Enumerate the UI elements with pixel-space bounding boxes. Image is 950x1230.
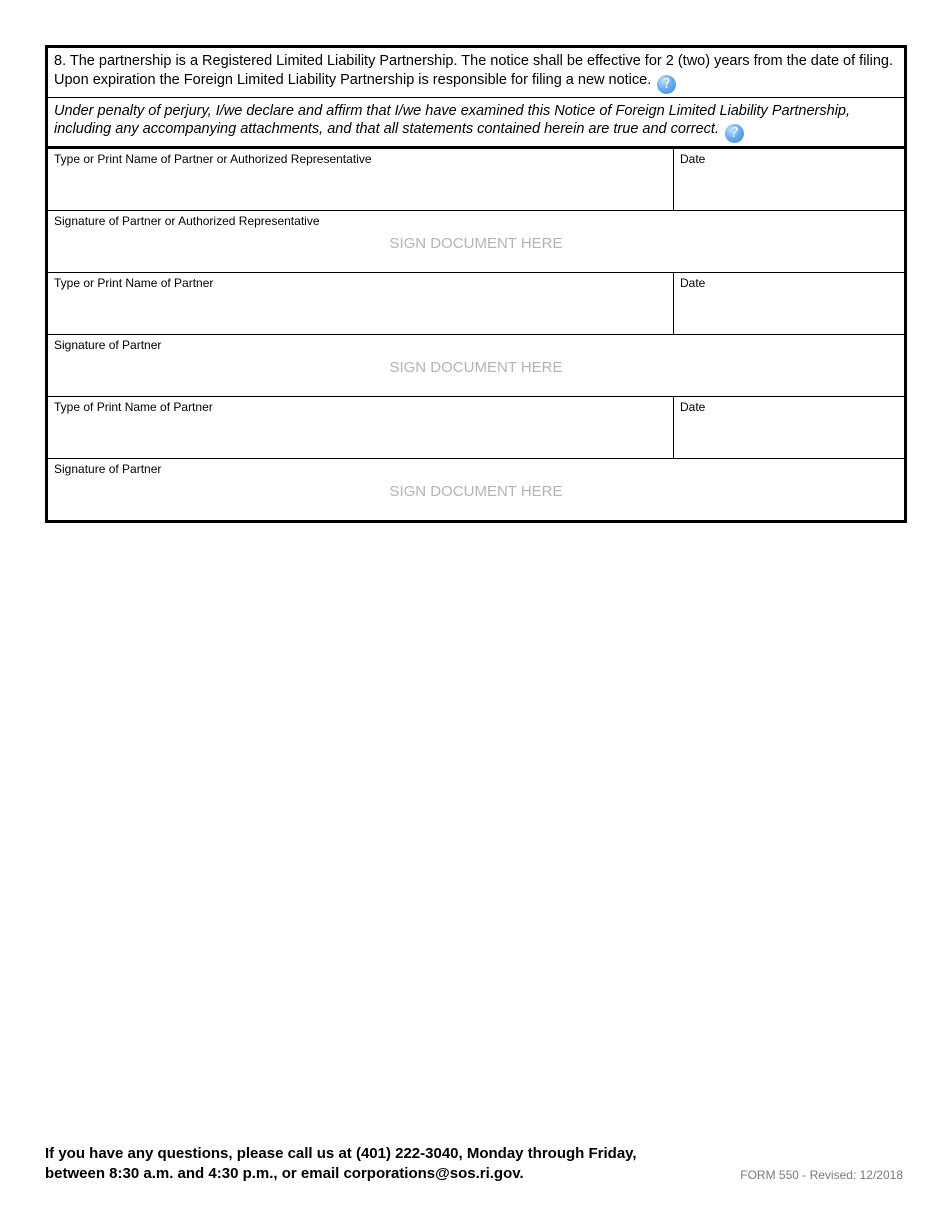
signer-3-signature-row: [48, 458, 904, 520]
signer-1-signature-label: Signature of Partner or Authorized Representative: [54, 214, 320, 228]
signer-2-date-field[interactable]: [674, 273, 904, 334]
signer-1-name-field[interactable]: [48, 149, 674, 210]
signer-2-date-label: Date: [680, 276, 706, 290]
signer-3-name-field[interactable]: [48, 397, 674, 458]
perjury-declaration: [48, 97, 904, 149]
signer-1-signature-row: [48, 210, 904, 272]
help-icon[interactable]: ?: [657, 75, 676, 94]
contact-line-1: If you have any questions, please call us at (401) 222-3040, Monday through Friday,: [45, 1145, 637, 1162]
declaration-text: Under penalty of perjury, I/we declare and affirm that I/we have examined this Notice of Foreign Limited Liability Partnership, including any accompanying attachments, and that all statements contained herein are true and correct.: [54, 102, 851, 137]
signer-2-name-label: Type or Print Name of Partner: [54, 276, 214, 290]
signer-3-date-label: Date: [680, 400, 706, 414]
signer-1-name-date-row: [48, 148, 904, 210]
signer-1-sign-here-button[interactable]: SIGN DOCUMENT HERE: [389, 235, 563, 252]
signer-1-date-field[interactable]: [674, 149, 904, 210]
statement-8: [48, 48, 904, 97]
signer-2-name-date-row: [48, 272, 904, 334]
signer-2-signature-row: [48, 334, 904, 396]
contact-line-2: between 8:30 a.m. and 4:30 p.m., or email corporations@sos.ri.gov.: [45, 1164, 524, 1182]
signer-3-sign-here-button[interactable]: SIGN DOCUMENT HERE: [389, 483, 563, 500]
signer-1-name-label: Type or Print Name of Partner or Authorized Representative: [54, 152, 372, 166]
statement-8-text: 8. The partnership is a Registered Limited Liability Partnership. The notice shall be effective for 2 (two) years from the date of filing. Upon expiration the Foreign Limited Liability Partnership is responsible for filing a new notice.: [54, 53, 894, 88]
signer-3-signature-label: Signature of Partner: [54, 462, 162, 476]
signer-3-date-field[interactable]: [674, 397, 904, 458]
signer-2-sign-here-button[interactable]: SIGN DOCUMENT HERE: [389, 359, 563, 376]
signer-2-signature-label: Signature of Partner: [54, 338, 162, 352]
signer-1-date-label: Date: [680, 152, 706, 166]
signer-3-name-date-row: [48, 396, 904, 458]
signature-form: [45, 45, 907, 523]
help-icon[interactable]: ?: [725, 124, 744, 143]
signer-3-name-label: Type of Print Name of Partner: [54, 400, 213, 414]
signer-2-name-field[interactable]: [48, 273, 674, 334]
form-revision: FORM 550 - Revised: 12/2018: [740, 1168, 903, 1182]
contact-footer: [45, 1144, 637, 1183]
